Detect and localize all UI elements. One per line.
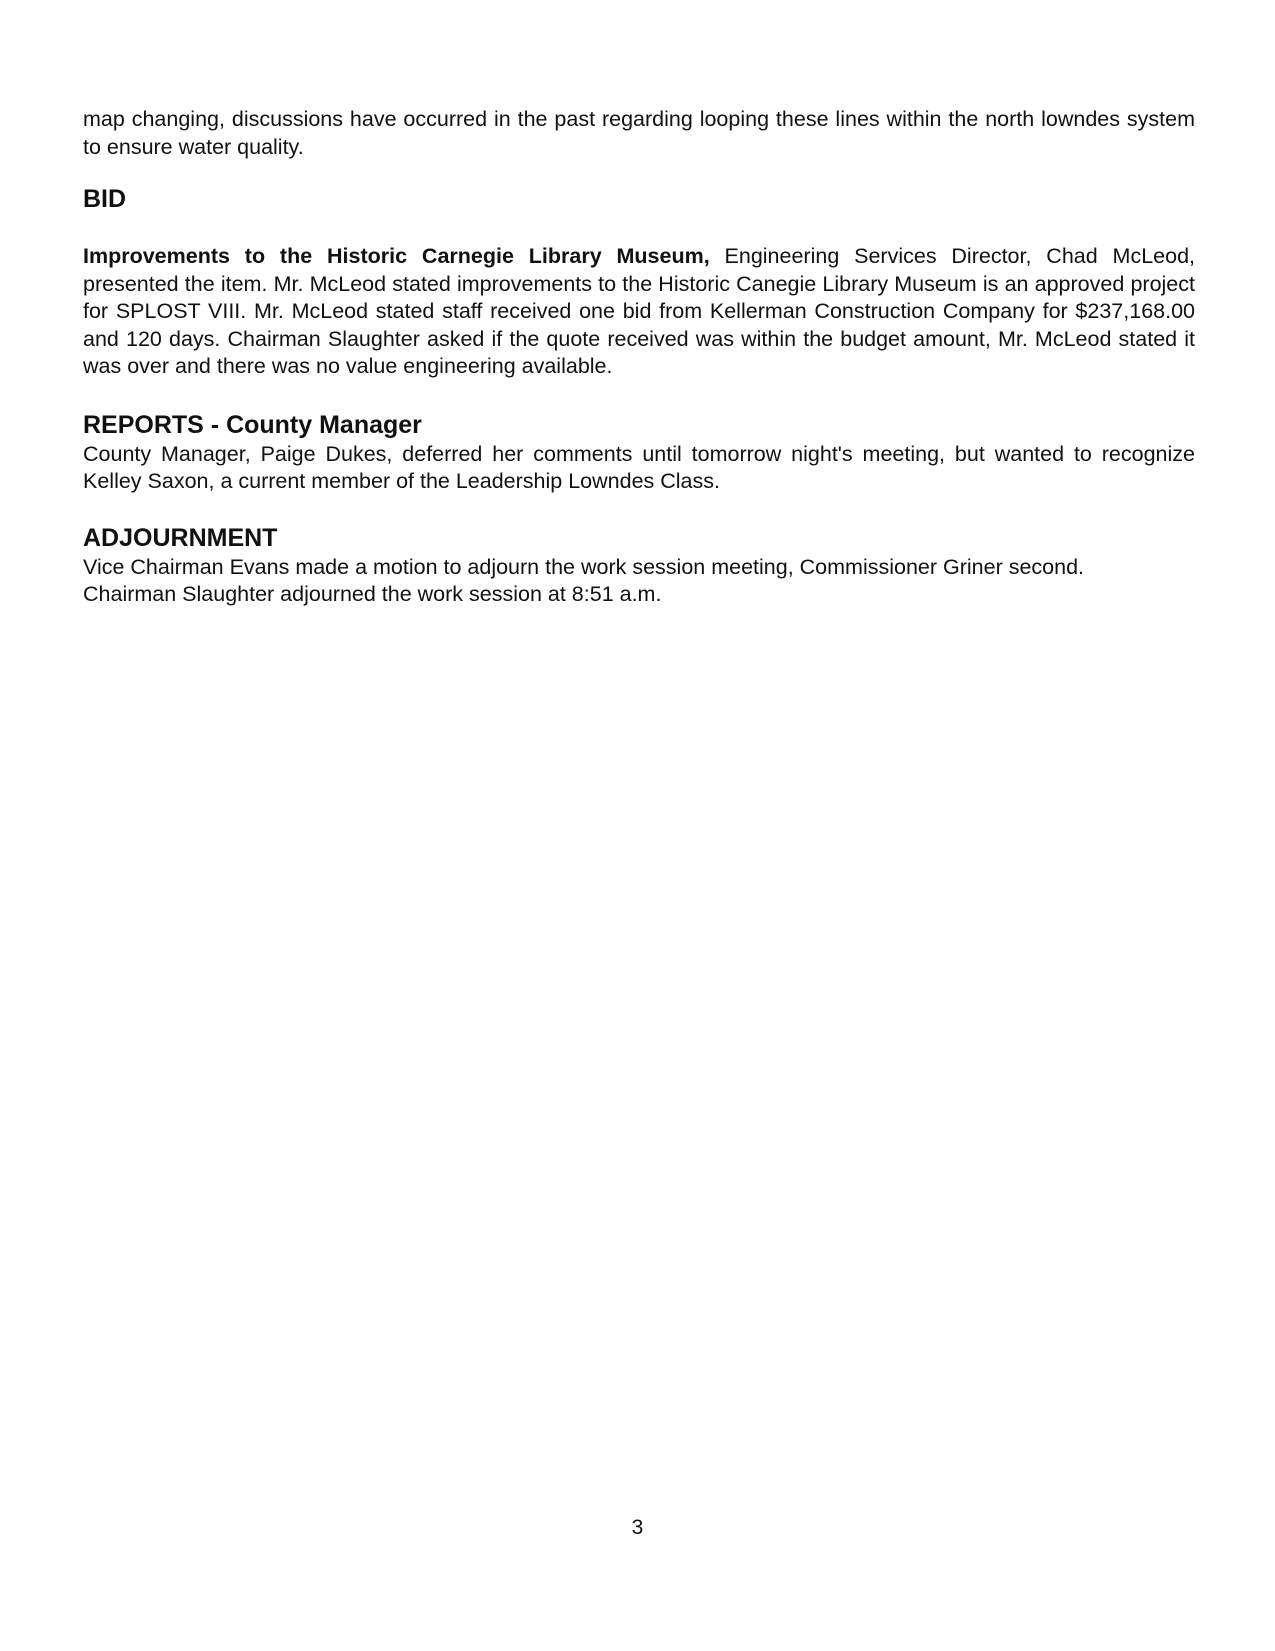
intro-paragraph: map changing, discussions have occurred in the past regarding looping these lines within the north lowndes system to ensure water quality. [83, 107, 1195, 159]
reports-heading: REPORTS - County Manager [83, 410, 422, 439]
reports-paragraph: County Manager, Paige Dukes, deferred her comments until tomorrow night's meeting, but wanted to recognize Kelley Saxon, a current member of the Leadership Lowndes Class. [83, 441, 1195, 493]
bid-paragraph [83, 243, 1195, 381]
adjournment-motion-line: Vice Chairman Evans made a motion to adjourn the work session meeting, Commissioner Griner second. [83, 554, 1085, 579]
bid-item-body: Engineering Services Director, Chad McLeod, presented the item. Mr. McLeod stated improvements to the Historic Canegie Library Museum is an approved project for SPLOST VIII. Mr. McLeod stated staff received one bid from Kellerman Construction Company for $237,168.00 and 120 days. Chairman Slaughter asked if the quote received was within the budget amount, Mr. McLeod stated it was over and there was no value engineering available. [83, 244, 1195, 378]
page-content [83, 106, 1195, 609]
page-number: 3 [631, 1516, 644, 1539]
adjournment-heading: ADJOURNMENT [83, 523, 278, 552]
bid-item-title: Improvements to the Historic Carnegie Library Museum, [83, 244, 710, 268]
adjournment-time-line: Chairman Slaughter adjourned the work session at 8:51 a.m. [83, 582, 662, 606]
bid-heading: BID [83, 185, 127, 213]
